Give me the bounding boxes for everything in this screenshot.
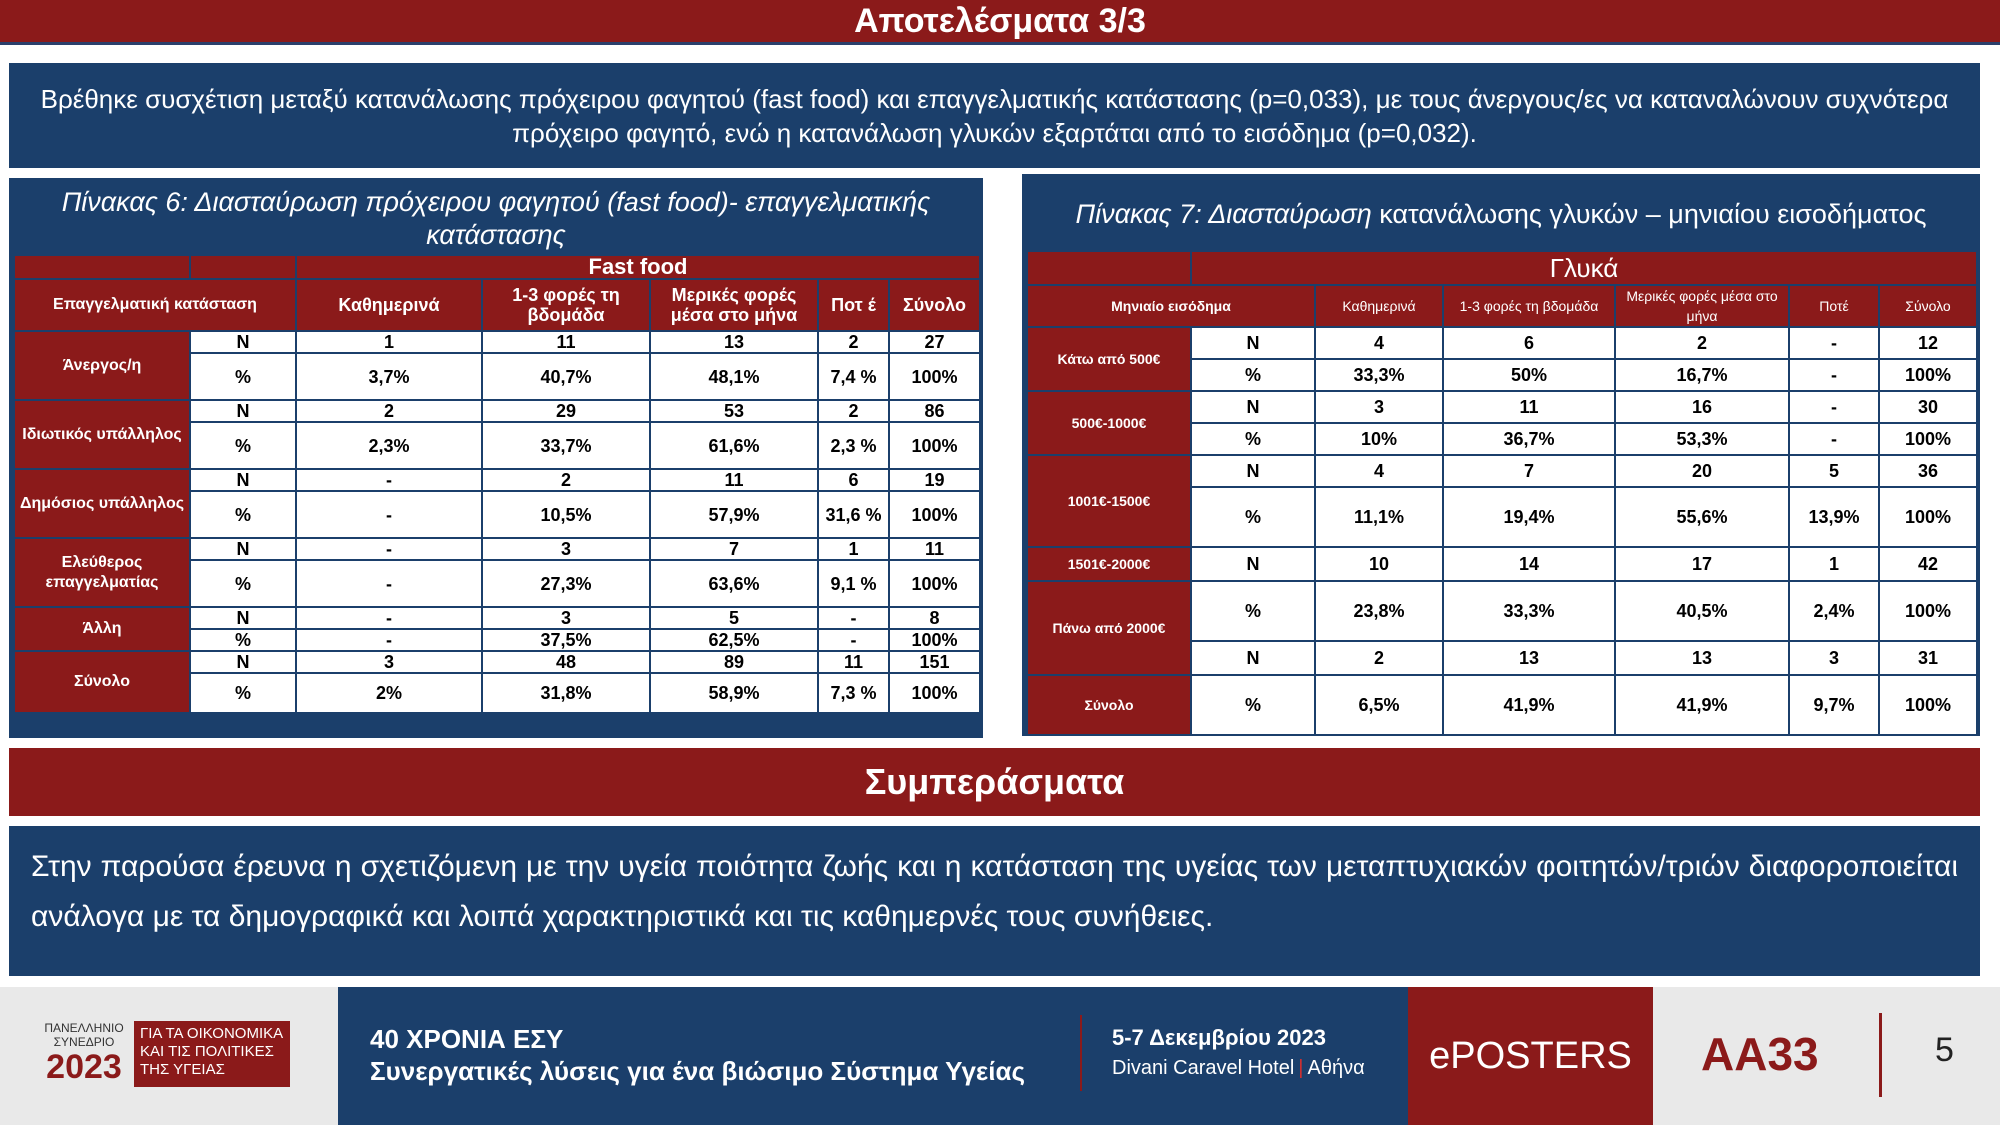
table-cell: 16 [1615,391,1789,423]
table7-column-header: Μερικές φορές μέσα στο μήνα [1615,285,1789,327]
stat-label-pct: % [190,629,296,651]
table-cell: 36 [1879,455,1977,487]
table-cell: 100% [1879,675,1977,735]
table-row [14,607,980,629]
table-cell: 19 [889,469,980,491]
stat-label-pct: % [190,422,296,469]
table7-row-label: Σύνολο [1027,675,1191,735]
table-cell: 1 [296,331,482,353]
table-cell: - [296,469,482,491]
table-row [1027,547,1977,581]
intro-text: Βρέθηκε συσχέτιση μεταξύ κατανάλωσης πρόχειρου φαγητού (fast food) και επαγγελματικής κατάστασης (p=0,033), με τους άνεργους/ες να καταναλώνουν συχνότερα πρόχειρο φαγητό, ενώ η κατανάλωση γλυκών εξαρτάται από το εισόδημα (p=0,032). [9,63,1980,168]
stat-label-pct: % [190,353,296,400]
table-cell: - [296,560,482,607]
table-cell: - [1789,423,1879,455]
stat-label-n: N [1191,391,1315,423]
table-cell: 1 [818,538,889,560]
table-cell: - [1789,327,1879,359]
stat-label-n: N [1191,547,1315,581]
table-cell: 58,9% [650,673,818,713]
table-cell: 13 [1443,641,1615,675]
conclusions-title: Συμπεράσματα [9,748,1980,816]
stat-label-n: N [1191,641,1315,675]
table6-column-header: Καθημερινά [296,279,482,331]
table7-column-header: Σύνολο [1879,285,1977,327]
table6-column-header: Ποτ έ [818,279,889,331]
table-cell: 11 [818,651,889,673]
table-cell: 2,3 % [818,422,889,469]
table-cell: 23,8% [1315,581,1443,641]
table-row [1027,391,1977,423]
table-cell: 36,7% [1443,423,1615,455]
table-cell: 2 [482,469,650,491]
table-cell: 11 [650,469,818,491]
table-cell: 2% [296,673,482,713]
table-cell: - [818,607,889,629]
table-cell: 100% [889,491,980,538]
table-cell: 6 [818,469,889,491]
table-cell: 7,4 % [818,353,889,400]
stat-label-pct: % [1191,581,1315,641]
table-cell: 2 [818,331,889,353]
table7-row-label: 1501€-2000€ [1027,547,1191,581]
stat-label-pct: % [190,673,296,713]
table-cell: 62,5% [650,629,818,651]
table-cell: 37,5% [482,629,650,651]
table-cell: 16,7% [1615,359,1789,391]
stat-label-pct: % [1191,487,1315,547]
table-cell: 41,9% [1443,675,1615,735]
stat-label-n: N [1191,327,1315,359]
table-cell: 48 [482,651,650,673]
eposters-label: ePOSTERS [1408,987,1653,1125]
table-cell: 89 [650,651,818,673]
table-cell: 2 [296,400,482,422]
stat-label-pct: % [190,491,296,538]
table-cell: 8 [889,607,980,629]
table-cell: 5 [650,607,818,629]
table7-caption [1026,178,1976,250]
table-cell: 40,5% [1615,581,1789,641]
stat-label-pct: % [1191,423,1315,455]
table-cell: 3 [1315,391,1443,423]
table7-caption-upright: κατανάλωσης γλυκών – μηνιαίου εισοδήματος [1379,199,1927,229]
table-cell: - [818,629,889,651]
table-row [1027,581,1977,641]
table7-column-header: 1-3 φορές τη βδομάδα [1443,285,1615,327]
table6-row-header: Επαγγελματική κατάσταση [14,279,296,331]
table-cell: 61,6% [650,422,818,469]
table-cell: 100% [889,629,980,651]
event-title: 40 ΧΡΟΝΙΑ ΕΣΥ [370,1024,564,1054]
table6-header-row-2 [14,279,980,331]
table-cell: 17 [1615,547,1789,581]
table-cell: 100% [1879,359,1977,391]
table-cell: 11 [889,538,980,560]
table-cell: 86 [889,400,980,422]
table6-column-header: Σύνολο [889,279,980,331]
table7-row-label: 1001€-1500€ [1027,455,1191,547]
table-cell: 48,1% [650,353,818,400]
table-cell: - [296,538,482,560]
table-cell: 53 [650,400,818,422]
stat-label-pct: % [190,560,296,607]
venue-separator: | [1298,1057,1304,1079]
table-cell: 31 [1879,641,1977,675]
table7-header-blank [1027,251,1191,285]
stat-label-pct: % [1191,675,1315,735]
table-cell: 13 [1615,641,1789,675]
table-cell: 3,7% [296,353,482,400]
table7-group-header: Γλυκά [1191,251,1977,285]
poster-code: AA33 [1701,1028,1819,1080]
table-cell: 2 [818,400,889,422]
venue-city: Αθήνα [1307,1057,1365,1079]
table-cell: 13,9% [1789,487,1879,547]
table7-row-label: Πάνω από 2000€ [1027,581,1191,675]
table-cell: 100% [889,353,980,400]
table-cell: 5 [1789,455,1879,487]
table-cell: 1 [1789,547,1879,581]
table-cell: 100% [1879,581,1977,641]
table6-panel [9,178,983,738]
table-cell: 14 [1443,547,1615,581]
table7-header-row-2 [1027,285,1977,327]
table6-row-label: Σύνολο [14,651,190,713]
table7-panel [1022,174,1980,736]
event-date: 5-7 Δεκεμβρίου 2023 [1112,1025,1326,1050]
table6-row-label: Ιδιωτικός υπάλληλος [14,400,190,469]
table6-header-blank [14,255,190,279]
table6-column-header: 1-3 φορές τη βδομάδα [482,279,650,331]
table-cell: 11 [1443,391,1615,423]
table-row [14,400,980,422]
table-cell: 2 [1615,327,1789,359]
table-cell: 33,3% [1443,581,1615,641]
table-cell: 3 [482,538,650,560]
conference-logo [0,987,338,1125]
table-cell: 41,9% [1615,675,1789,735]
table-cell: 13 [650,331,818,353]
table-cell: 42 [1879,547,1977,581]
table-cell: 2 [1315,641,1443,675]
table-cell: 4 [1315,327,1443,359]
table-cell: 9,7% [1789,675,1879,735]
table7-column-header: Ποτέ [1789,285,1879,327]
table-cell: 7 [1443,455,1615,487]
table6-row-label: Άνεργος/η [14,331,190,400]
table6-group-header: Fast food [296,255,980,279]
table-cell: 30 [1879,391,1977,423]
stat-label-n: N [190,469,296,491]
table6-header-blank [190,255,296,279]
table-cell: 3 [1789,641,1879,675]
table-cell: 27 [889,331,980,353]
table7-header-row-1 [1027,251,1977,285]
conclusions-text: Στην παρούσα έρευνα η σχετιζόμενη με την υγεία ποιότητα ζωής και η κατάσταση της υγείας των μεταπτυχιακών φοιτητών/τριών διαφοροποιείται ανάλογα με τα δημογραφικά και λοιπά χαρακτηριστικά και τις καθημερνές τους συνήθειες. [9,826,1980,976]
table6-caption: Πίνακας 6: Διασταύρωση πρόχειρου φαγητού (fast food)- επαγγελματικής κατάστασης [61,187,931,250]
table-cell: 11,1% [1315,487,1443,547]
table-cell: 7 [650,538,818,560]
page-title: Αποτελέσματα 3/3 [0,0,2000,45]
table-cell: - [296,607,482,629]
logo-small-1: ΠΑΝΕΛΛΗΝΙΟ [44,1021,124,1035]
table-cell: 9,1 % [818,560,889,607]
table-cell: 6,5% [1315,675,1443,735]
table-cell: 100% [889,422,980,469]
table-row [1027,455,1977,487]
table-cell: 20 [1615,455,1789,487]
logo-small-2: ΣΥΝΕΔΡΙΟ [53,1035,115,1049]
stat-label-pct: % [1191,359,1315,391]
table6-header-row-1 [14,255,980,279]
table-cell: 12 [1879,327,1977,359]
table-row [14,469,980,491]
table-cell: 100% [889,560,980,607]
table-cell: 4 [1315,455,1443,487]
table-cell: 27,3% [482,560,650,607]
table-cell: 33,7% [482,422,650,469]
table-cell: 55,6% [1615,487,1789,547]
table-cell: 31,8% [482,673,650,713]
footer [0,987,2000,1125]
table-cell: - [296,491,482,538]
logo-text: ΓΙΑ ΤΑ ΟΙΚΟΝΟΜΙΚΑ ΚΑΙ ΤΙΣ ΠΟΛΙΤΙΚΕΣ ΤΗΣ ΥΓΕΙΑΣ [134,1021,290,1087]
table-cell: 100% [1879,487,1977,547]
table-cell: 6 [1443,327,1615,359]
stat-label-n: N [190,651,296,673]
logo-left [34,1021,134,1085]
table-cell: - [1789,359,1879,391]
table-cell: 40,7% [482,353,650,400]
table7-caption-italic: Πίνακας 7: Διασταύρωση [1075,199,1372,229]
table7-row-label: Κάτω από 500€ [1027,327,1191,391]
table6-column-header: Μερικές φορές μέσα στο μήνα [650,279,818,331]
table-cell: 57,9% [650,491,818,538]
table-row [1027,675,1977,735]
table-cell: 10,5% [482,491,650,538]
stat-label-n: N [190,400,296,422]
event-subtitle: Συνεργατικές λύσεις για ένα βιώσιμο Σύστημα Υγείας [370,1056,1025,1086]
table-cell: 33,3% [1315,359,1443,391]
table-cell: 31,6 % [818,491,889,538]
table-cell: 29 [482,400,650,422]
table-cell: 10 [1315,547,1443,581]
logo-year: 2023 [46,1048,122,1086]
table-cell: - [1789,391,1879,423]
table-row [1027,327,1977,359]
table-cell: 53,3% [1615,423,1789,455]
table-cell: 63,6% [650,560,818,607]
table7 [1026,250,1978,736]
page-number: 5 [1935,1031,1954,1069]
table6 [13,254,981,714]
table-row [14,651,980,673]
event-divider [1080,1015,1082,1091]
table-cell: 100% [1879,423,1977,455]
stat-label-n: N [1191,455,1315,487]
stat-label-n: N [190,607,296,629]
table7-row-label: 500€-1000€ [1027,391,1191,455]
table-cell: 100% [889,673,980,713]
code-divider [1879,1013,1882,1097]
table-cell: 3 [296,651,482,673]
poster-code-panel [1653,987,2000,1125]
venue-name: Divani Caravel Hotel [1112,1057,1295,1079]
table-cell: 2,3% [296,422,482,469]
table6-row-label: Ελεύθερος επαγγελματίας [14,538,190,607]
table-cell: 19,4% [1443,487,1615,547]
table-cell: 3 [482,607,650,629]
stat-label-n: N [190,331,296,353]
table-row [14,331,980,353]
table-cell: 11 [482,331,650,353]
table7-column-header: Καθημερινά [1315,285,1443,327]
table-cell: 10% [1315,423,1443,455]
stat-label-n: N [190,538,296,560]
table-row [14,538,980,560]
table-cell: 7,3 % [818,673,889,713]
table-cell: 2,4% [1789,581,1879,641]
event-banner [338,987,1408,1125]
table7-row-header: Μηνιαίο εισόδημα [1027,285,1315,327]
table-cell: 50% [1443,359,1615,391]
table-cell: 151 [889,651,980,673]
table6-row-label: Άλλη [14,607,190,651]
event-venue [1112,1057,1365,1080]
table-cell: - [296,629,482,651]
table6-row-label: Δημόσιος υπάλληλος [14,469,190,538]
